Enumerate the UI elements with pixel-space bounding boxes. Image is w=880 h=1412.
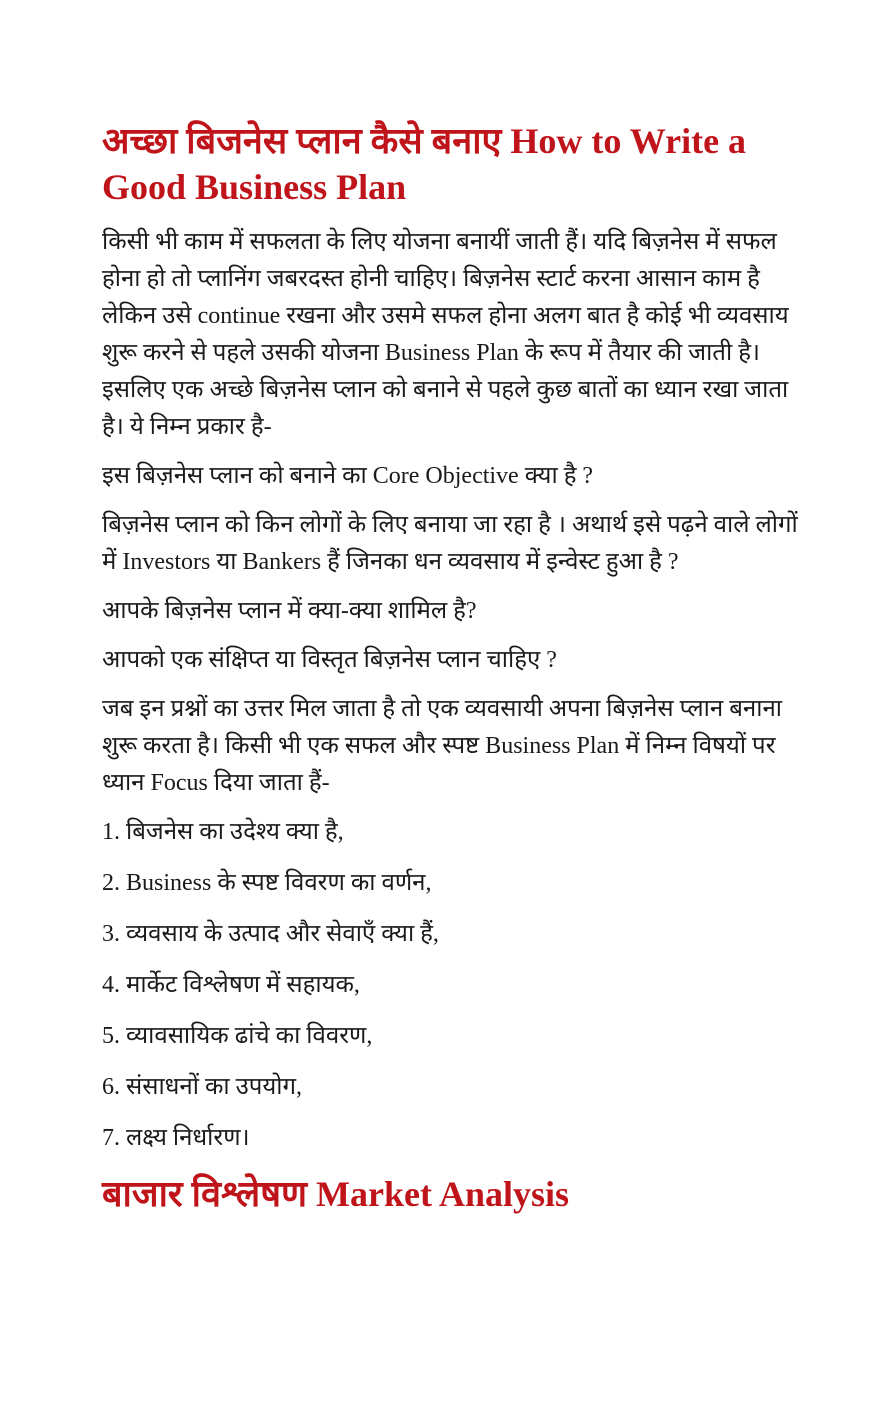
question-length: आपको एक संक्षिप्त या विस्तृत बिज़नेस प्लान चाहिए ? <box>102 647 557 673</box>
focus-paragraph: जब इन प्रश्नों का उत्तर मिल जाता है तो एक व्यवसायी अपना बिज़नेस प्लान बनाना शुरू करता है। किसी भी एक सफल और स्पष्ट Business Plan में निम्न विषयों पर ध्यान Focus दिया जाता हैं- <box>102 696 782 796</box>
list-item: 1. बिजनेस का उदेश्य क्या है, <box>102 819 344 845</box>
question-contents: आपके बिज़नेस प्लान में क्या-क्या शामिल है? <box>102 598 477 624</box>
list-item: 5. व्यावसायिक ढांचे का विवरण, <box>102 1023 373 1049</box>
list-item: 6. संसाधनों का उपयोग, <box>102 1074 303 1100</box>
intro-paragraph: किसी भी काम में सफलता के लिए योजना बनायीं जाती हैं। यदि बिज़नेस में सफल होना हो तो प्लानिंग जबरदस्त होनी चाहिए। बिज़नेस स्टार्ट करना आसान काम है लेकिन उसे continue रखना और उसमे सफल होना अलग बात है कोई भी व्यवसाय शुरू करने से पहले उसकी योजना Business Plan के रूप में तैयार की जाती है। इसलिए एक अच्छे बिज़नेस प्लान को बनाने से पहले कुछ बातों का ध्यान रखा जाता है। ये निम्न प्रकार है- <box>102 229 789 440</box>
question-audience: बिज़नेस प्लान को किन लोगों के लिए बनाया जा रहा है । अथार्थ इसे पढ़ने वाले लोगों में Investors या Bankers हैं जिनका धन व्यवसाय में इन्वेस्ट हुआ है ? <box>102 512 798 575</box>
list-item: 7. लक्ष्य निर्धारण। <box>102 1125 250 1151</box>
focus-list <box>102 814 802 1157</box>
list-item: 3. व्यवसाय के उत्पाद और सेवाएँ क्या हैं, <box>102 921 439 947</box>
list-item: 4. मार्केट विश्लेषण में सहायक, <box>102 972 360 998</box>
section-heading: बाजार विश्लेषण Market Analysis <box>102 1174 570 1214</box>
question-core-objective: इस बिज़नेस प्लान को बनाने का Core Objective क्या है ? <box>102 463 594 489</box>
list-item: 2. Business के स्पष्ट विवरण का वर्णन, <box>102 870 432 896</box>
article-title: अच्छा बिजनेस प्लान कैसे बनाए How to Write a Good Business Plan <box>102 121 747 207</box>
